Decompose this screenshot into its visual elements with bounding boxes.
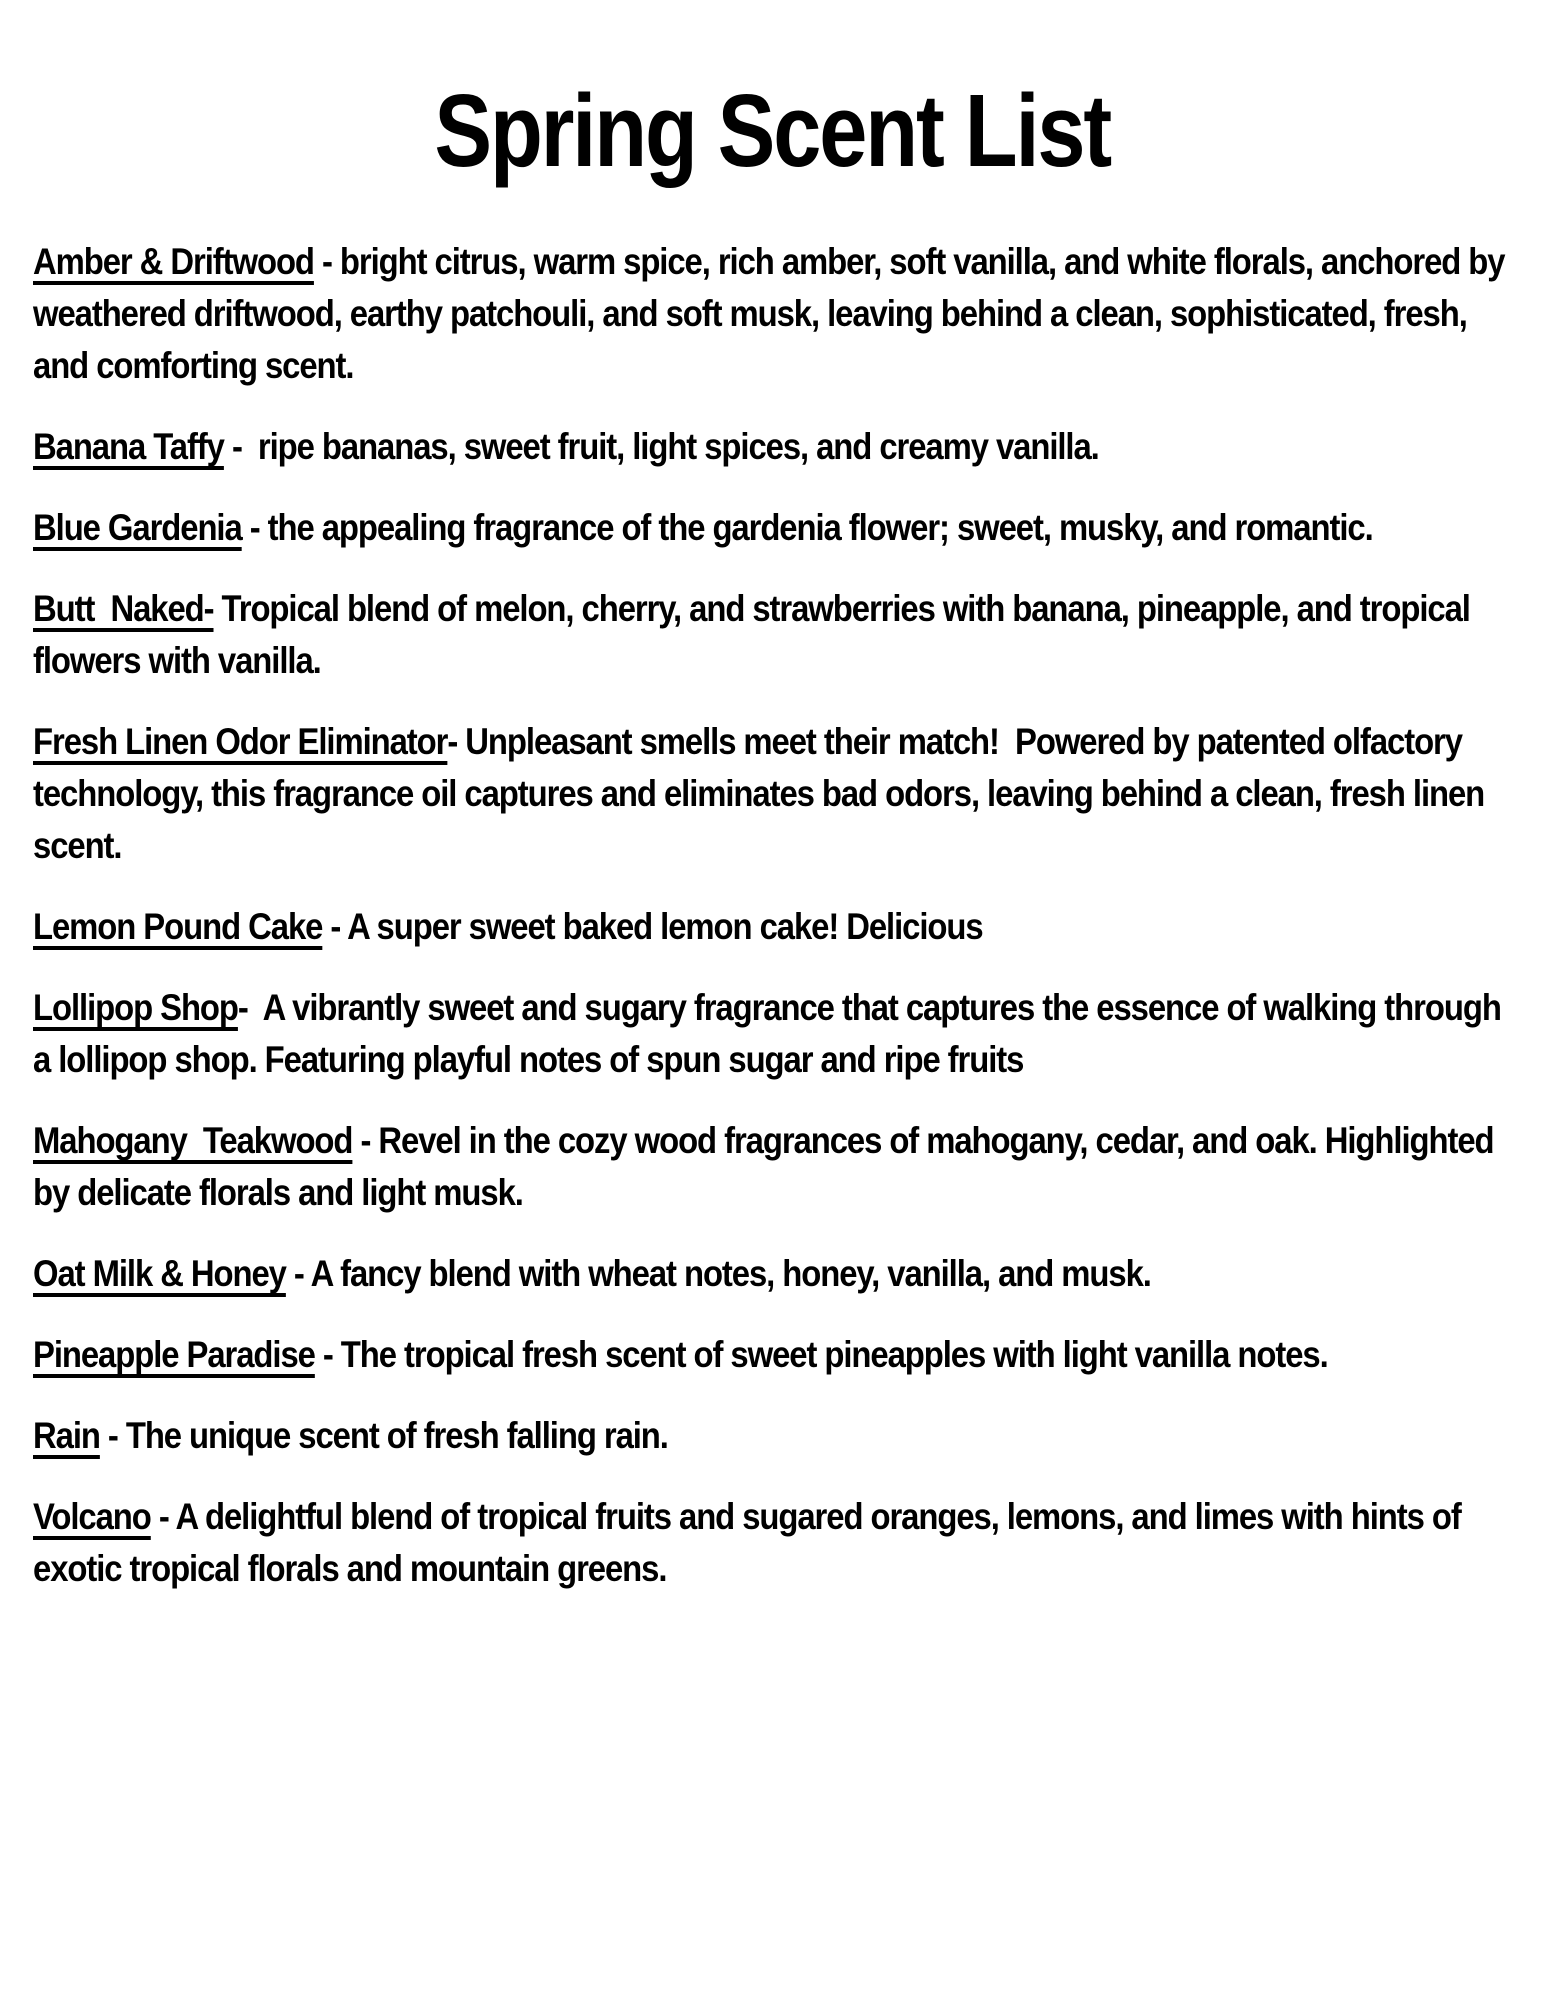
scent-name: Blue Gardenia [33, 507, 242, 549]
scent-description: - A fancy blend with wheat notes, honey, vanilla, and musk. [285, 1253, 1151, 1295]
scent-entry-pineapple-paradise [33, 1329, 1505, 1381]
scent-list [33, 236, 1513, 1595]
scent-description: - ripe bananas, sweet fruit, light spices, and creamy vanilla. [223, 426, 1099, 468]
scent-description: - A vibrantly sweet and sugary fragrance that captures the essence of walking through a lollipop shop. Featuring playful notes of spun sugar and ripe fruits [33, 987, 1509, 1081]
scent-description: - A delightful blend of tropical fruits and sugared oranges, lemons, and limes with hints of exotic tropical florals and mountain greens. [33, 1496, 1469, 1590]
scent-name: Oat Milk & Honey [33, 1253, 286, 1295]
scent-name: Amber & Driftwood [33, 241, 314, 283]
scent-name: Banana Taffy [33, 426, 224, 468]
scent-entry-volcano [33, 1491, 1505, 1595]
scent-description: - A super sweet baked lemon cake! Delicious [322, 906, 983, 948]
scent-name: Butt Naked- [33, 588, 214, 630]
scent-name: Rain [33, 1415, 100, 1457]
scent-description: - the appealing fragrance of the gardenia flower; sweet, musky, and romantic. [241, 507, 1373, 549]
scent-entry-fresh-linen-odor-eliminator [33, 716, 1505, 872]
scent-entry-rain [33, 1410, 1505, 1462]
scent-entry-butt-naked [33, 583, 1505, 687]
scent-description: - Unpleasant smells meet their match! Powered by patented olfactory technology, this fragrance oil captures and eliminates bad odors, leaving behind a clean, fresh linen scent. [33, 721, 1493, 867]
scent-description: Tropical blend of melon, cherry, and strawberries with banana, pineapple, and tropical flowers with vanilla. [33, 588, 1478, 682]
scent-entry-banana-taffy [33, 421, 1505, 473]
scent-name: Mahogany Teakwood [33, 1120, 353, 1162]
scent-name: Lemon Pound Cake [33, 906, 323, 948]
title-container [0, 0, 1545, 190]
scent-name: Fresh Linen Odor Eliminator [33, 721, 448, 763]
scent-name: Volcano [33, 1496, 151, 1538]
scent-description: - The tropical fresh scent of sweet pineapples with light vanilla notes. [314, 1334, 1328, 1376]
scent-entry-blue-gardenia [33, 502, 1505, 554]
scent-list-inner [33, 236, 1513, 1595]
scent-entry-lollipop-shop [33, 982, 1509, 1086]
scent-name: Lollipop Shop [33, 987, 238, 1029]
scent-description: - The unique scent of fresh falling rain. [99, 1415, 668, 1457]
scent-entry-oat-milk-honey [33, 1248, 1505, 1300]
scent-description: - Revel in the cozy wood fragrances of mahogany, cedar, and oak. Highlighted by delicate florals and light musk. [33, 1120, 1502, 1214]
scent-entry-mahogany-teakwood [33, 1115, 1505, 1219]
scent-entry-lemon-pound-cake [33, 901, 1505, 953]
scent-name: Pineapple Paradise [33, 1334, 315, 1376]
page-title: Spring Scent List [434, 73, 1111, 188]
scent-entry-amber-driftwood [33, 236, 1513, 392]
scent-description: - bright citrus, warm spice, rich amber, soft vanilla, and white florals, anchored by weathered driftwood, earthy patchouli, and soft musk, leaving behind a clean, sophisticated, fresh, and comforting scent. [33, 241, 1513, 387]
